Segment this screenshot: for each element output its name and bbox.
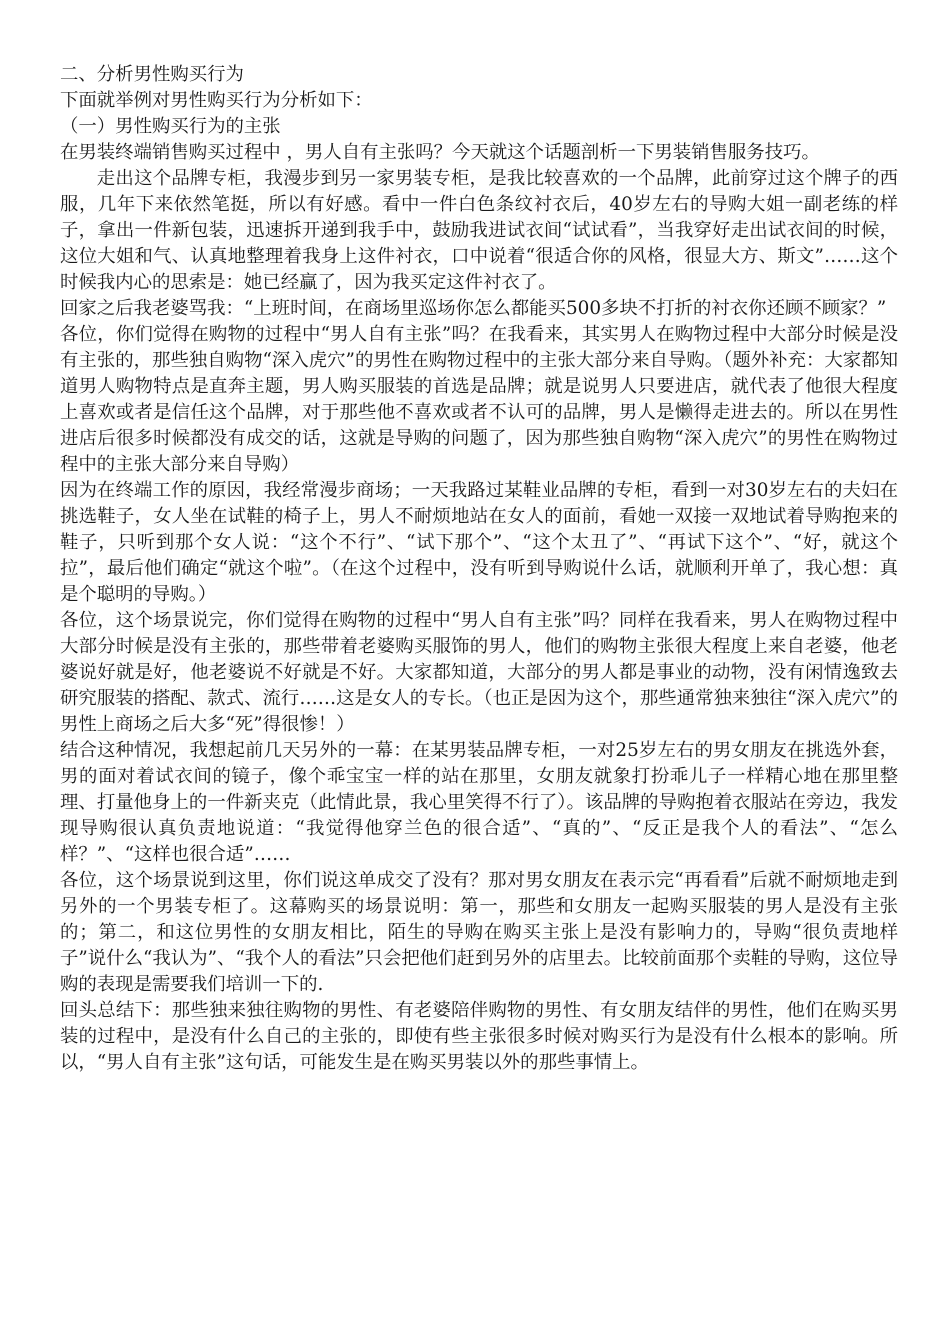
document-page — [60, 62, 898, 1076]
paragraph-9: 回头总结下：那些独来独往购物的男性、有老婆陪伴购物的男性、有女朋友结伴的男性，他们在购买男装的过程中，是没有什么自己的主张的，即使有些主张很多时候对购买行为是没有什么根本的影响。所以，“男人自有主张”这句话，可能发生是在购买男装以外的那些事情上。 — [60, 1000, 898, 1073]
paragraph-7: 结合这种情况，我想起前几天另外的一幕：在某男装品牌专柜，一对25岁左右的男女朋友在挑选外套，男的面对着试衣间的镜子，像个乖宝宝一样的站在那里，女朋友就象打扮乖儿子一样精心地在那里整理、打量他身上的一件新夹克（此情此景，我心里笑得不行了）。该品牌的导购抱着衣服站在旁边，我发现导购很认真负责地说道：“我觉得他穿兰色的很合适”、“真的”、“反正是我个人的看法”、“怎么样？”、“这样也很合适”…… — [60, 740, 898, 865]
paragraph-2: 走出这个品牌专柜，我漫步到另一家男装专柜，是我比较喜欢的一个品牌，此前穿过这个牌子的西服，几年下来依然笔挺，所以有好感。看中一件白色条纹衬衣后，40岁左右的导购大姐一副老练的样子，拿出一件新包装，迅速拆开递到我手中，鼓励我进试衣间“试试看”，当我穿好走出试衣间的时候，这位大姐和气、认真地整理着我身上这件衬衣，口中说着“很适合你的风格，很显大方、斯文”……这个时候我内心的思索是：她已经赢了，因为我买定这件衬衣了。 — [60, 168, 898, 293]
section-heading: 二、分析男性购买行为 — [60, 64, 244, 85]
paragraph-3: 回家之后我老婆骂我：“上班时间，在商场里巡场你怎么都能买500多块不打折的衬衣你还顾不顾家？” — [60, 298, 887, 319]
paragraph-6: 各位，这个场景说完，你们觉得在购物的过程中“男人自有主张”吗？同样在我看来，男人在购物过程中大部分时候是没有主张的，那些带着老婆购买服饰的男人，他们的购物主张很大程度上来自老婆，他老婆说好就是好，他老婆说不好就是不好。大家都知道，大部分的男人都是事业的动物，没有闲情逸致去研究服装的搭配、款式、流行……这是女人的专长。（也正是因为这个，那些通常独来独往“深入虎穴”的男性上商场之后大多“死”得很惨！） — [60, 610, 898, 735]
paragraph-5: 因为在终端工作的原因，我经常漫步商场；一天我路过某鞋业品牌的专柜，看到一对30岁左右的夫妇在挑选鞋子，女人坐在试鞋的椅子上，男人不耐烦地站在女人的面前，看她一双接一双地试着导购抱来的鞋子，只听到那个女人说：“这个不行”、“试下那个”、“这个太丑了”、“再试下这个”、“好，就这个拉”，最后他们确定“就这个啦”。（在这个过程中，没有听到导购说什么话，就顺利开单了，我心想：真是个聪明的导购。） — [60, 480, 898, 605]
paragraph-1: 在男装终端销售购买过程中 ，男人自有主张吗？今天就这个话题剖析一下男装销售服务技巧。 — [60, 142, 820, 163]
paragraph-8: 各位，这个场景说到这里，你们说这单成交了没有？那对男女朋友在表示完“再看看”后就不耐烦地走到另外的一个男装专柜了。这幕购买的场景说明：第一，那些和女朋友一起购买服装的男人是没有主张的；第二，和这位男性的女朋友相比，陌生的导购在购买主张上是没有影响力的，导购“很负责地样子”说什么“我认为”、“我个人的看法”只会把他们赶到另外的店里去。比较前面那个卖鞋的导购，这位导购的表现是需要我们培训一下的. — [60, 870, 898, 995]
paragraph-4: 各位，你们觉得在购物的过程中“男人自有主张”吗？在我看来，其实男人在购物过程中大部分时候是没有主张的，那些独自购物“深入虎穴”的男性在购物过程中的主张大部分来自导购。（题外补充：大家都知道男人购物特点是直奔主题，男人购买服装的首选是品牌；就是说男人只要进店，就代表了他很大程度上喜欢或者是信任这个品牌，对于那些他不喜欢或者不认可的品牌，男人是懒得走进去的。所以在男性进店后很多时候都没有成交的话，这就是导购的问题了，因为那些独自购物“深入虎穴”的男性在购物过程中的主张大部分来自导购） — [60, 324, 898, 475]
section-intro: 下面就举例对男性购买行为分析如下： — [60, 90, 373, 111]
subsection-heading: （一）男性购买行为的主张 — [60, 116, 281, 137]
